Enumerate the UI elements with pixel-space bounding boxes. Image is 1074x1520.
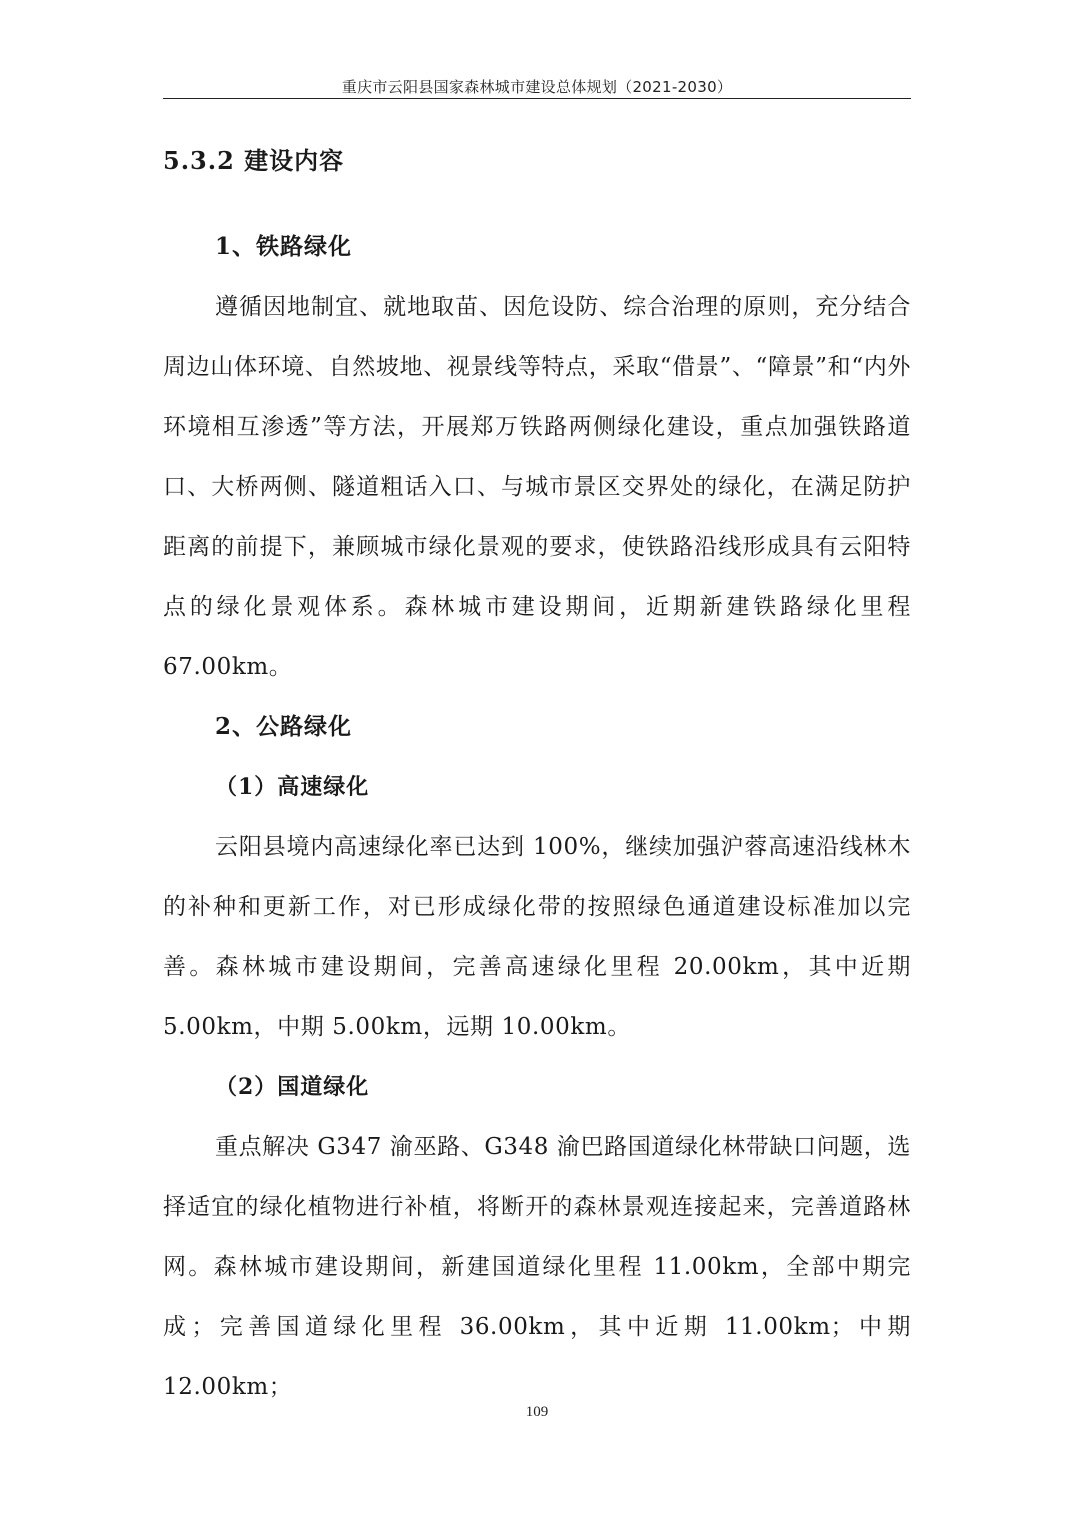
section-title: 5.3.2 建设内容 [163,146,345,175]
heading-national-road-greening: （2）国道绿化 [215,1074,370,1100]
running-header-title: 重庆市云阳县国家森林城市建设总体规划（2021-2030） [341,78,733,96]
heading-highway-greening: 2、公路绿化 [215,713,353,740]
heading-railway-greening: 1、铁路绿化 [215,233,353,260]
paragraph-railway-greening: 遵循因地制宜、就地取苗、因危设防、综合治理的原则，充分结合周边山体环境、自然坡地、视景线等特点，采取“借景”、“障景”和“内外环境相互渗透”等方法，开展郑万铁路两侧绿化建设，重点加强铁路道口、大桥两侧、隧道粗话入口、与城市景区交界处的绿化，在满足防护距离的前提下，兼顾城市绿化景观的要求，使铁路沿线形成具有云阳特点的绿化景观体系。森林城市建设期间，近期新建铁路绿化里程 67.00km。 [163,294,911,680]
paragraph-expressway-greening: 云阳县境内高速绿化率已达到 100%，继续加强沪蓉高速沿线林木的补种和更新工作，对已形成绿化带的按照绿色通道建设标准加以完善。森林城市建设期间，完善高速绿化里程 20.00km，其中近期 5.00km，中期 5.00km，远期 10.00km。 [163,834,911,1040]
paragraph-national-road-greening: 重点解决 G347 渝巫路、G348 渝巴路国道绿化林带缺口问题，选择适宜的绿化植物进行补植，将断开的森林景观连接起来，完善道路林网。森林城市建设期间，新建国道绿化里程 11.00km，全部中期完成；完善国道绿化里程 36.00km，其中近期 11.00km；中期 12.00km； [163,1134,911,1400]
document-body [163,135,911,1417]
heading-expressway-greening: （1）高速绿化 [215,774,370,800]
page-number: 109 [525,1404,549,1420]
header-divider [163,98,911,99]
